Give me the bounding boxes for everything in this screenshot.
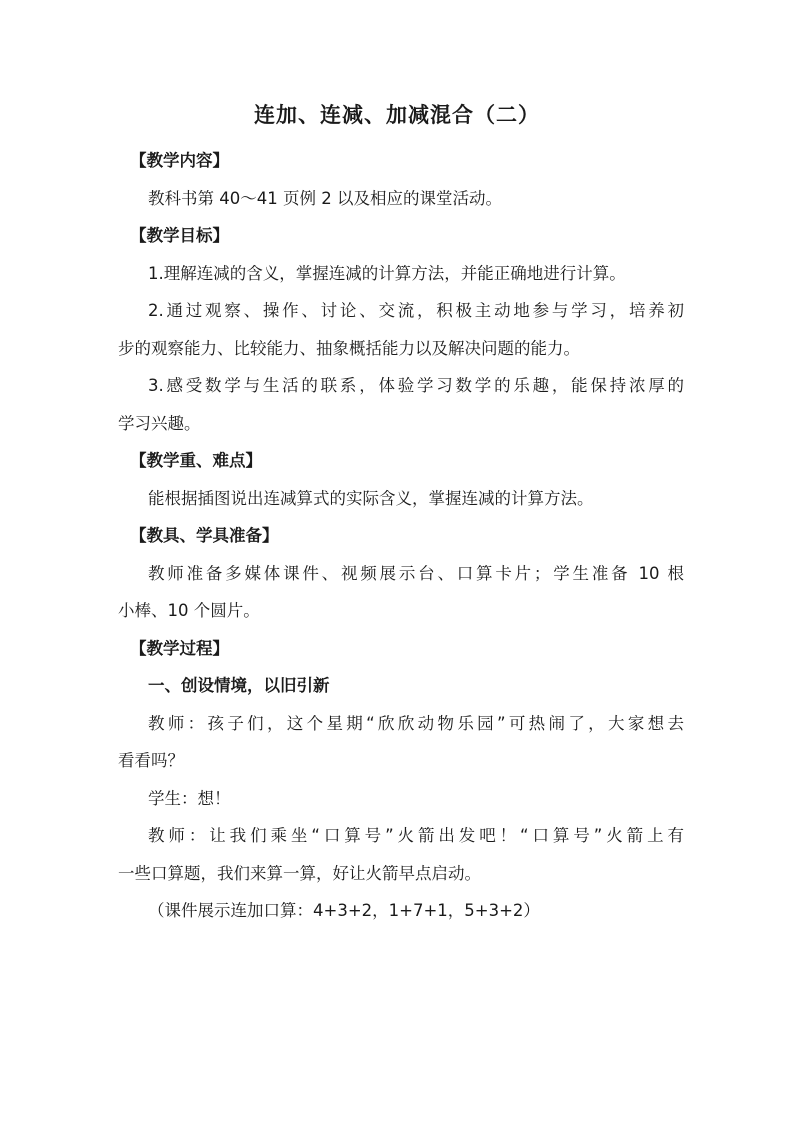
- section-heading-content: 【教学内容】: [130, 151, 229, 170]
- tools-line-1: 教师准备多媒体课件、视频展示台、口算卡片；学生准备 10 根: [148, 563, 684, 583]
- section-heading-tools: 【教具、学具准备】: [130, 526, 279, 545]
- teacher-2-line-2: 一些口算题，我们来算一算，好让火箭早点启动。: [118, 863, 481, 883]
- goal-1: 1.理解连减的含义，掌握连减的计算方法，并能正确地进行计算。: [148, 263, 626, 283]
- courseware-note: （课件展示连加口算：4+3+2，1+7+1，5+3+2）: [148, 901, 540, 920]
- key-points-text: 能根据插图说出连减算式的实际含义，掌握连减的计算方法。: [148, 488, 594, 508]
- goal-2-line-1: 2.通过观察、操作、讨论、交流，积极主动地参与学习，培养初: [148, 301, 684, 320]
- step-1-heading: 一、创设情境，以旧引新: [148, 676, 330, 695]
- teacher-2-line-1: 教师：让我们乘坐“口算号”火箭出发吧！“口算号”火箭上有: [148, 826, 684, 845]
- goal-3-line-1: 3.感受数学与生活的联系，体验学习数学的乐趣，能保持浓厚的: [148, 376, 684, 395]
- student-1: 学生：想！: [148, 788, 231, 808]
- goal-2-line-2: 步的观察能力、比较能力、抽象概括能力以及解决问题的能力。: [118, 338, 580, 358]
- teacher-1-line-2: 看看吗？: [118, 751, 184, 770]
- teacher-1-line-1: 教师：孩子们，这个星期“欣欣动物乐园”可热闹了，大家想去: [148, 713, 684, 733]
- goal-3-line-2: 学习兴趣。: [118, 413, 201, 433]
- document-body: [118, 142, 684, 930]
- section-heading-process: 【教学过程】: [130, 638, 229, 658]
- section-heading-key-points: 【教学重、难点】: [130, 451, 262, 470]
- section-heading-goals: 【教学目标】: [130, 226, 229, 245]
- document-title: 连加、连减、加减混合（二）: [254, 103, 540, 127]
- tools-line-2: 小棒、10 个圆片。: [118, 601, 260, 620]
- content-text: 教科书第 40～41 页例 2 以及相应的课堂活动。: [148, 188, 502, 208]
